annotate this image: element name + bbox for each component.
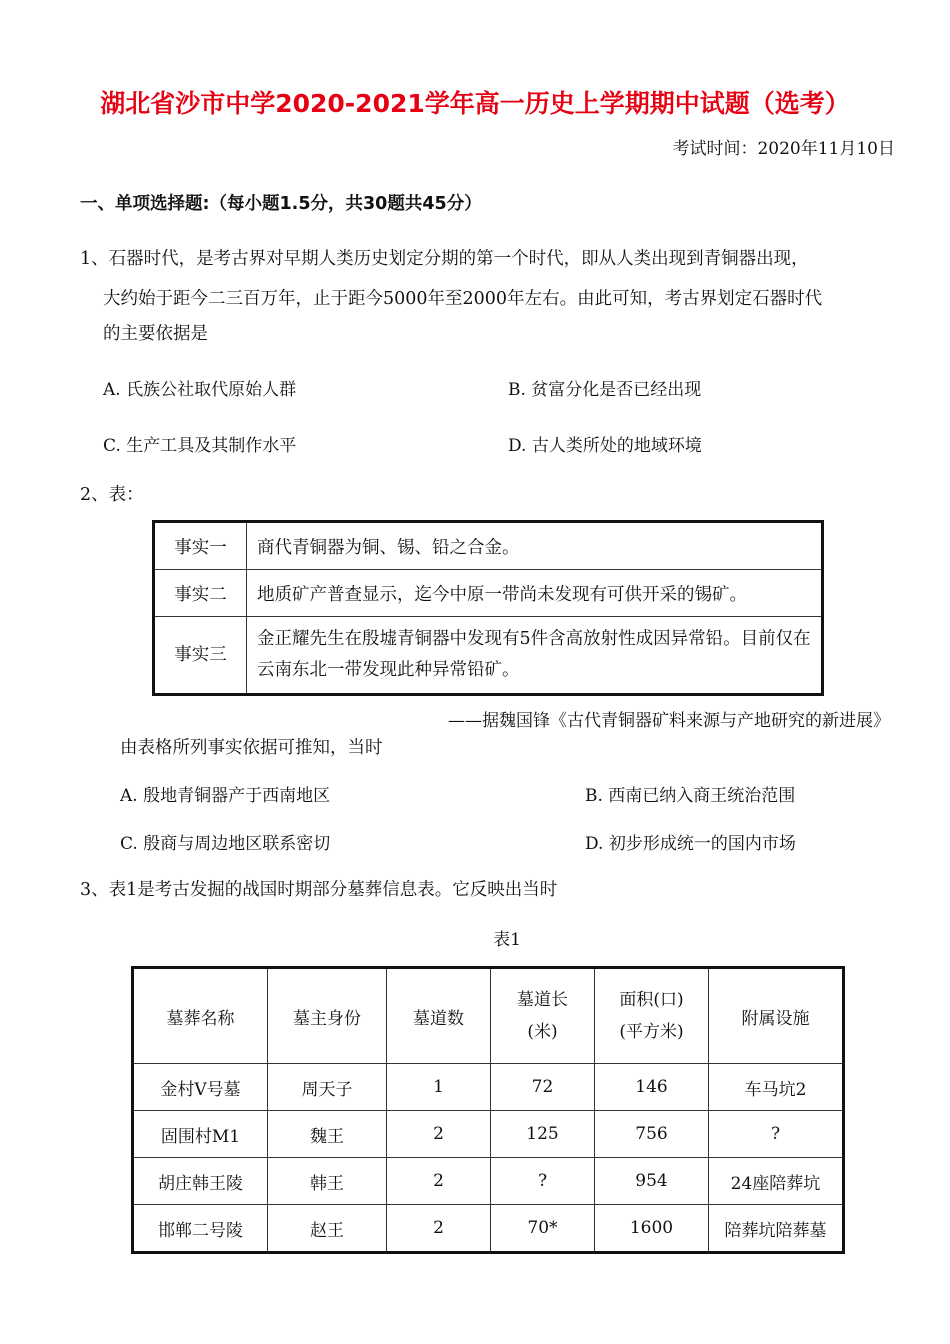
header-facilities: 附属设施 (709, 968, 844, 1064)
table-row (133, 1158, 844, 1205)
header-area-line-1: 面积(口) (619, 990, 684, 1010)
cell-area: 756 (595, 1111, 709, 1158)
q2-option-b: B. 西南已纳入商王统治范围 (585, 786, 796, 806)
fact-text: 商代青铜器为铜、锡、铅之合金。 (247, 522, 823, 570)
cell-passages: 2 (387, 1158, 491, 1205)
table-source-citation: ——据魏国锋《古代青铜器矿料来源与产地研究的新进展》 (448, 711, 890, 731)
cell-passages: 2 (387, 1111, 491, 1158)
q1-stem-line-2: 大约始于距今二三百万年，止于距今5000年至2000年左右。由此可知，考古界划定石器时代 (103, 289, 823, 309)
fact-text: 地质矿产普查显示，迄今中原一带尚未发现有可供开采的锡矿。 (247, 570, 823, 617)
cell-name: 邯郸二号陵 (133, 1205, 268, 1253)
cell-facilities: 24座陪葬坑 (709, 1158, 844, 1205)
q1-option-a: A. 氏族公社取代原始人群 (103, 380, 297, 400)
exam-time: 考试时间：2020年11月10日 (672, 139, 895, 159)
header-owner: 墓主身份 (268, 968, 387, 1064)
fact-text: 金正耀先生在殷墟青铜器中发现有5件含高放射性成因异常铅。目前仅在云南东北一带发现此种异常铅矿。 (247, 617, 823, 695)
cell-facilities: ? (709, 1111, 844, 1158)
header-passages: 墓道数 (387, 968, 491, 1064)
q1-stem-line-3: 的主要依据是 (103, 324, 208, 344)
table-row (154, 522, 823, 570)
table-row (154, 570, 823, 617)
cell-owner: 魏王 (268, 1111, 387, 1158)
fact-label: 事实一 (154, 522, 247, 570)
q1-option-c: C. 生产工具及其制作水平 (103, 436, 297, 456)
table-row (154, 617, 823, 695)
q1-option-b: B. 贫富分化是否已经出现 (508, 380, 702, 400)
table-row (133, 1111, 844, 1158)
cell-owner: 赵王 (268, 1205, 387, 1253)
q2-option-d: D. 初步形成统一的国内市场 (585, 834, 796, 854)
cell-passages: 1 (387, 1064, 491, 1111)
q3-stem: 3、表1是考古发掘的战国时期部分墓葬信息表。它反映出当时 (80, 880, 558, 900)
facts-table (152, 520, 824, 696)
cell-length: ? (491, 1158, 595, 1205)
header-length (491, 968, 595, 1064)
section-heading: 一、单项选择题:（每小题1.5分，共30题共45分） (80, 194, 482, 214)
fact-label: 事实二 (154, 570, 247, 617)
q2-option-c: C. 殷商与周边地区联系密切 (120, 834, 331, 854)
cell-length: 70* (491, 1205, 595, 1253)
header-length-line-2: (米) (527, 1022, 558, 1042)
header-length-line-1: 墓道长 (517, 990, 568, 1010)
cell-area: 954 (595, 1158, 709, 1205)
q1-option-d: D. 古人类所处的地域环境 (508, 436, 702, 456)
header-tomb-name: 墓葬名称 (133, 968, 268, 1064)
cell-area: 146 (595, 1064, 709, 1111)
q1-stem-line-1: 1、石器时代，是考古界对早期人类历史划定分期的第一个时代，即从人类出现到青铜器出现， (80, 249, 809, 269)
table-caption: 表1 (493, 930, 521, 950)
cell-length: 125 (491, 1111, 595, 1158)
table-row (133, 1205, 844, 1253)
fact-label: 事实三 (154, 617, 247, 695)
cell-area: 1600 (595, 1205, 709, 1253)
header-area (595, 968, 709, 1064)
cell-facilities: 陪葬坑陪葬墓 (709, 1205, 844, 1253)
cell-name: 金村V号墓 (133, 1064, 268, 1111)
table-row (133, 1064, 844, 1111)
document-title: 湖北省沙市中学2020-2021学年高一历史上学期期中试题（选考） (100, 89, 850, 118)
cell-name: 固围村M1 (133, 1111, 268, 1158)
tomb-info-table (131, 966, 845, 1254)
cell-name: 胡庄韩王陵 (133, 1158, 268, 1205)
table-header-row (133, 968, 844, 1064)
q2-stem: 2、表： (80, 485, 144, 505)
cell-owner: 韩王 (268, 1158, 387, 1205)
cell-passages: 2 (387, 1205, 491, 1253)
cell-length: 72 (491, 1064, 595, 1111)
q2-question: 由表格所列事实依据可推知，当时 (120, 738, 383, 758)
cell-facilities: 车马坑2 (709, 1064, 844, 1111)
cell-owner: 周天子 (268, 1064, 387, 1111)
q2-option-a: A. 殷地青铜器产于西南地区 (120, 786, 331, 806)
header-area-line-2: (平方米) (619, 1022, 684, 1042)
